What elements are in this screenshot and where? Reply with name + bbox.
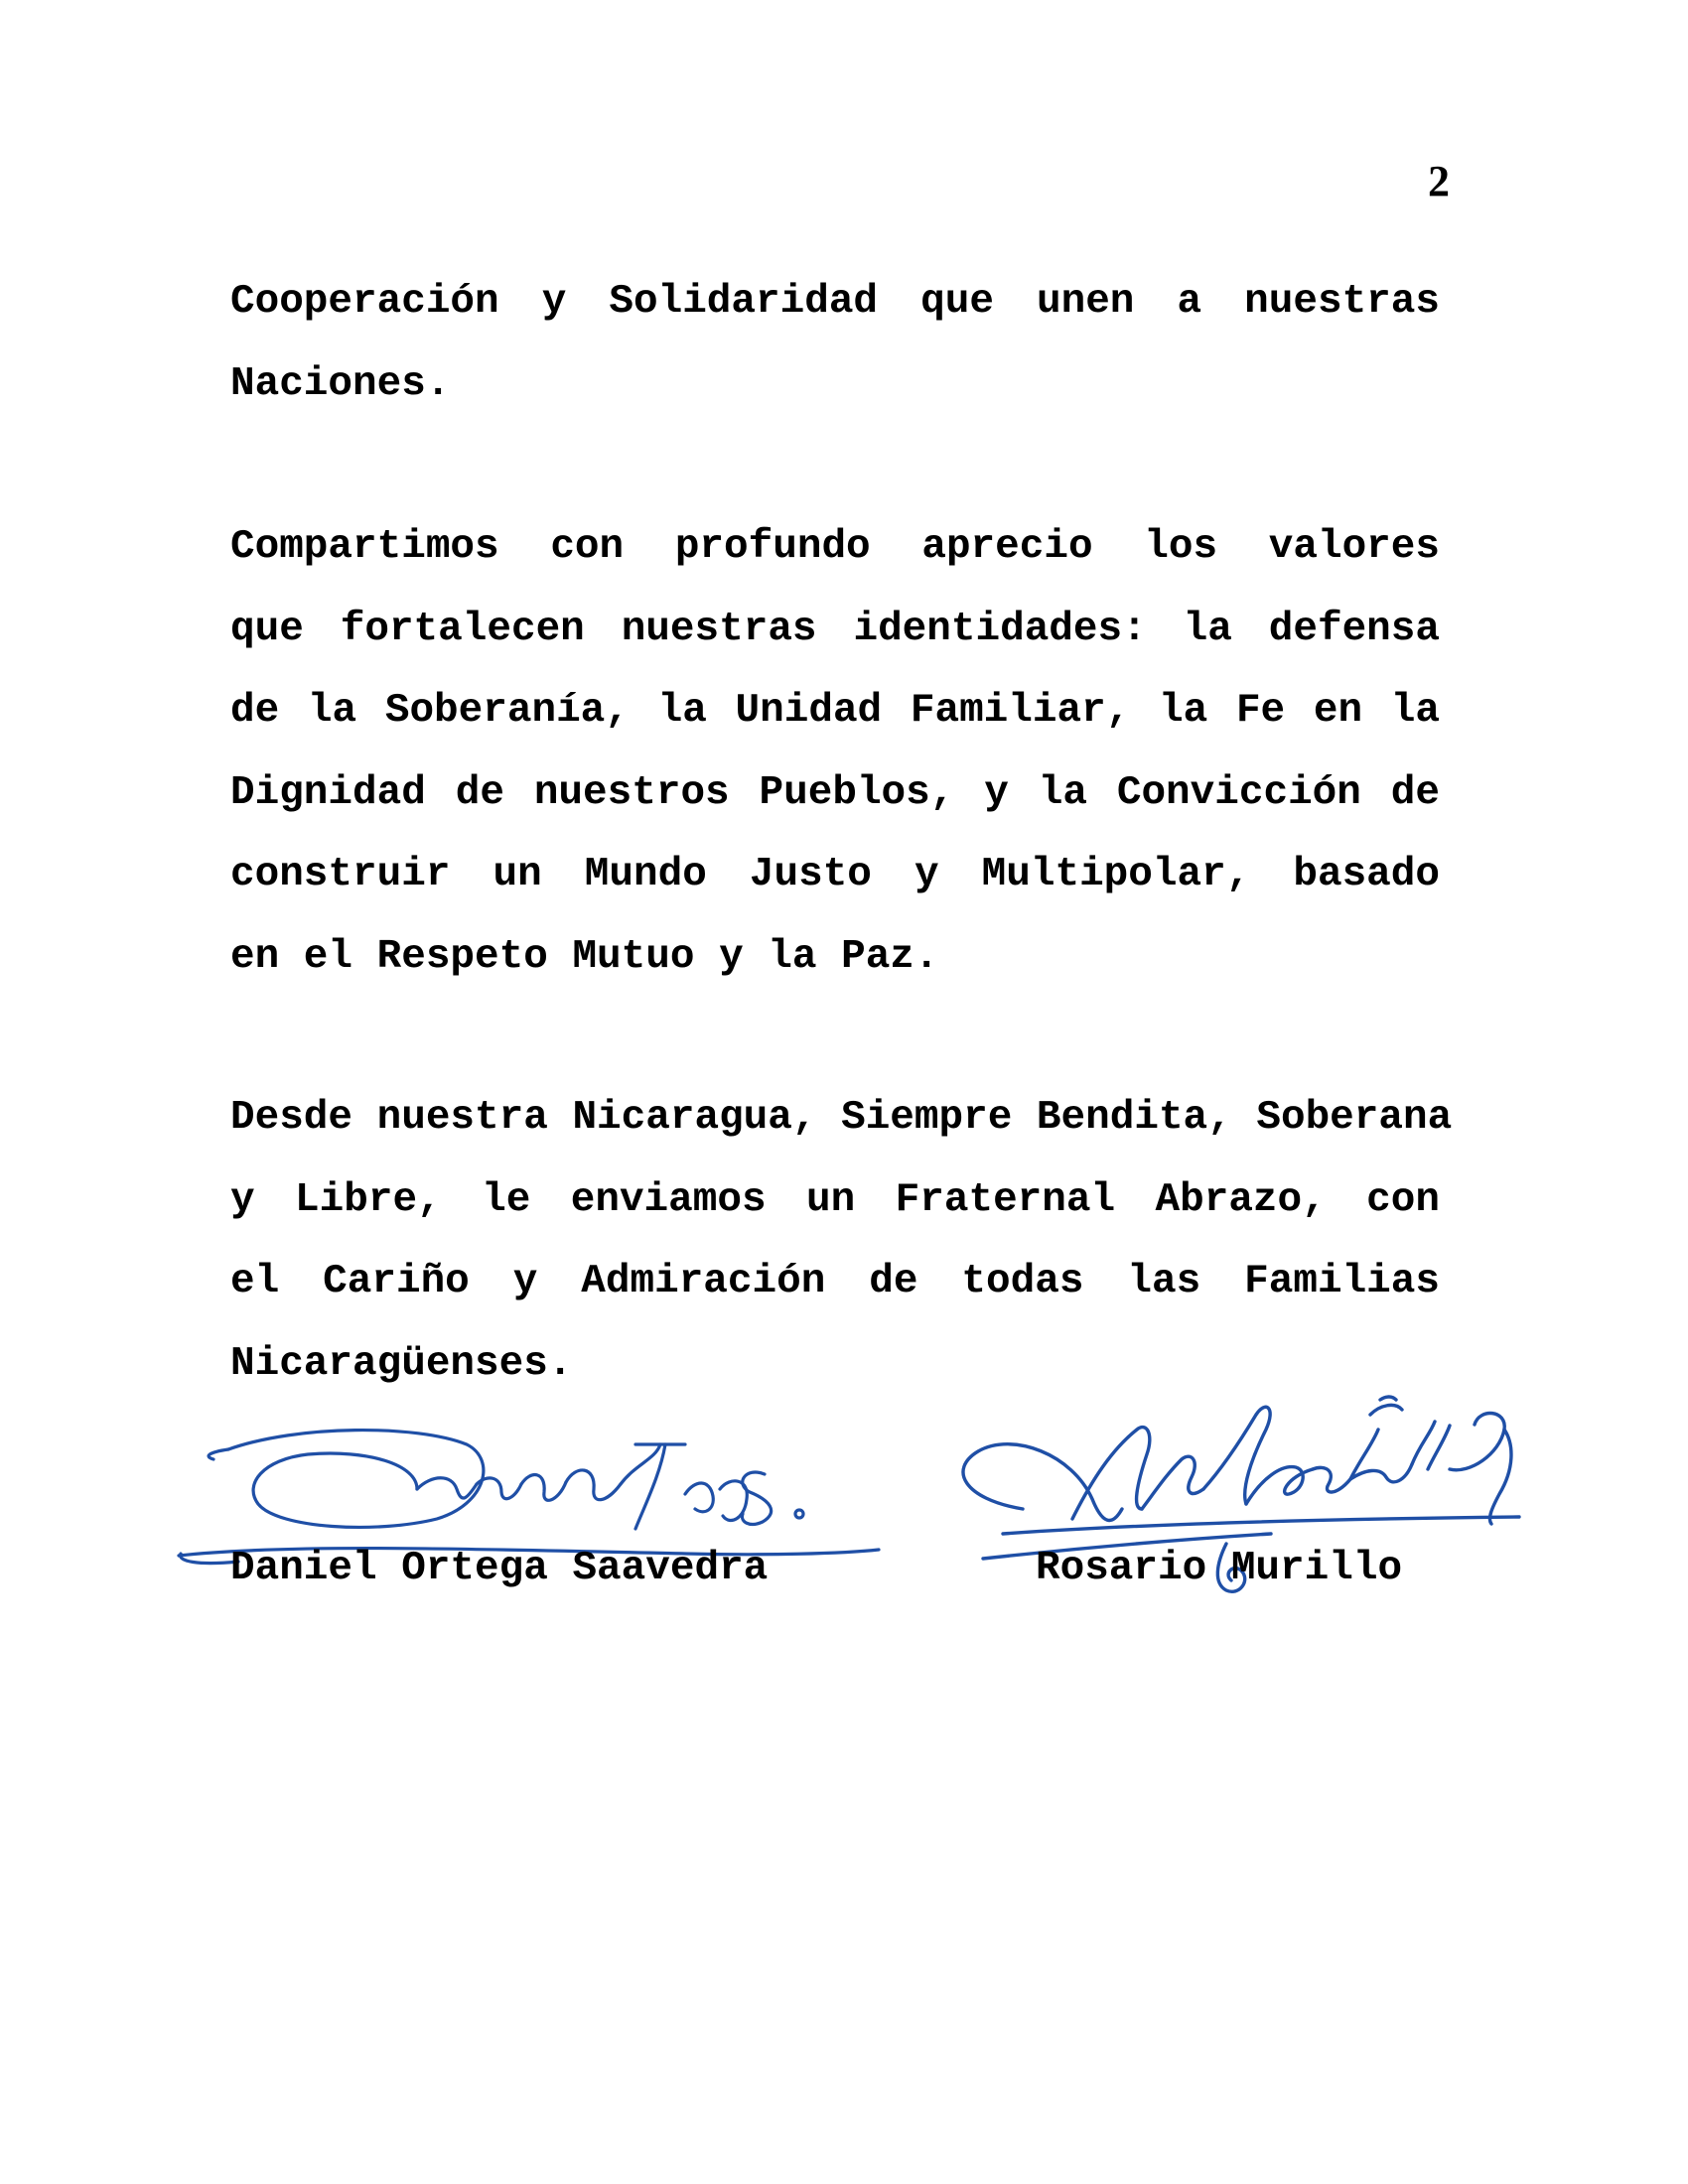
- text-line: Naciones.: [230, 360, 451, 407]
- text-line: Nicaragüenses.: [230, 1340, 573, 1387]
- text-line: en el Respeto Mutuo y la Paz.: [230, 933, 939, 980]
- signatory-name-1: Daniel Ortega Saavedra: [230, 1546, 769, 1591]
- text-line: el Cariño y Admiración de todas las Familias: [230, 1259, 1440, 1304]
- text-line: Desde nuestra Nicaragua, Siempre Bendita, Soberana: [230, 1095, 1453, 1141]
- paragraph-fraternal-greeting: [230, 1077, 1453, 1405]
- paragraph-closing-cooperation: [230, 261, 1440, 425]
- paragraph-shared-values: [230, 506, 1440, 998]
- page-number: 2: [1428, 157, 1450, 205]
- text-line: de la Soberanía, la Unidad Familiar, la Fe en la: [230, 688, 1440, 734]
- text-line: Dignidad de nuestros Pueblos, y la Convicción de: [230, 769, 1440, 816]
- text-line: construir un Mundo Justo y Multipolar, basado: [230, 852, 1440, 897]
- signatory-name-2: Rosario Murillo: [1036, 1546, 1403, 1591]
- text-line: Compartimos con profundo aprecio los valores: [230, 524, 1440, 570]
- text-line: Cooperación y Solidaridad que unen a nuestras: [230, 279, 1440, 325]
- text-line: y Libre, le enviamos un Fraternal Abrazo, con: [230, 1176, 1440, 1223]
- text-line: que fortalecen nuestras identidades: la defensa: [230, 606, 1440, 652]
